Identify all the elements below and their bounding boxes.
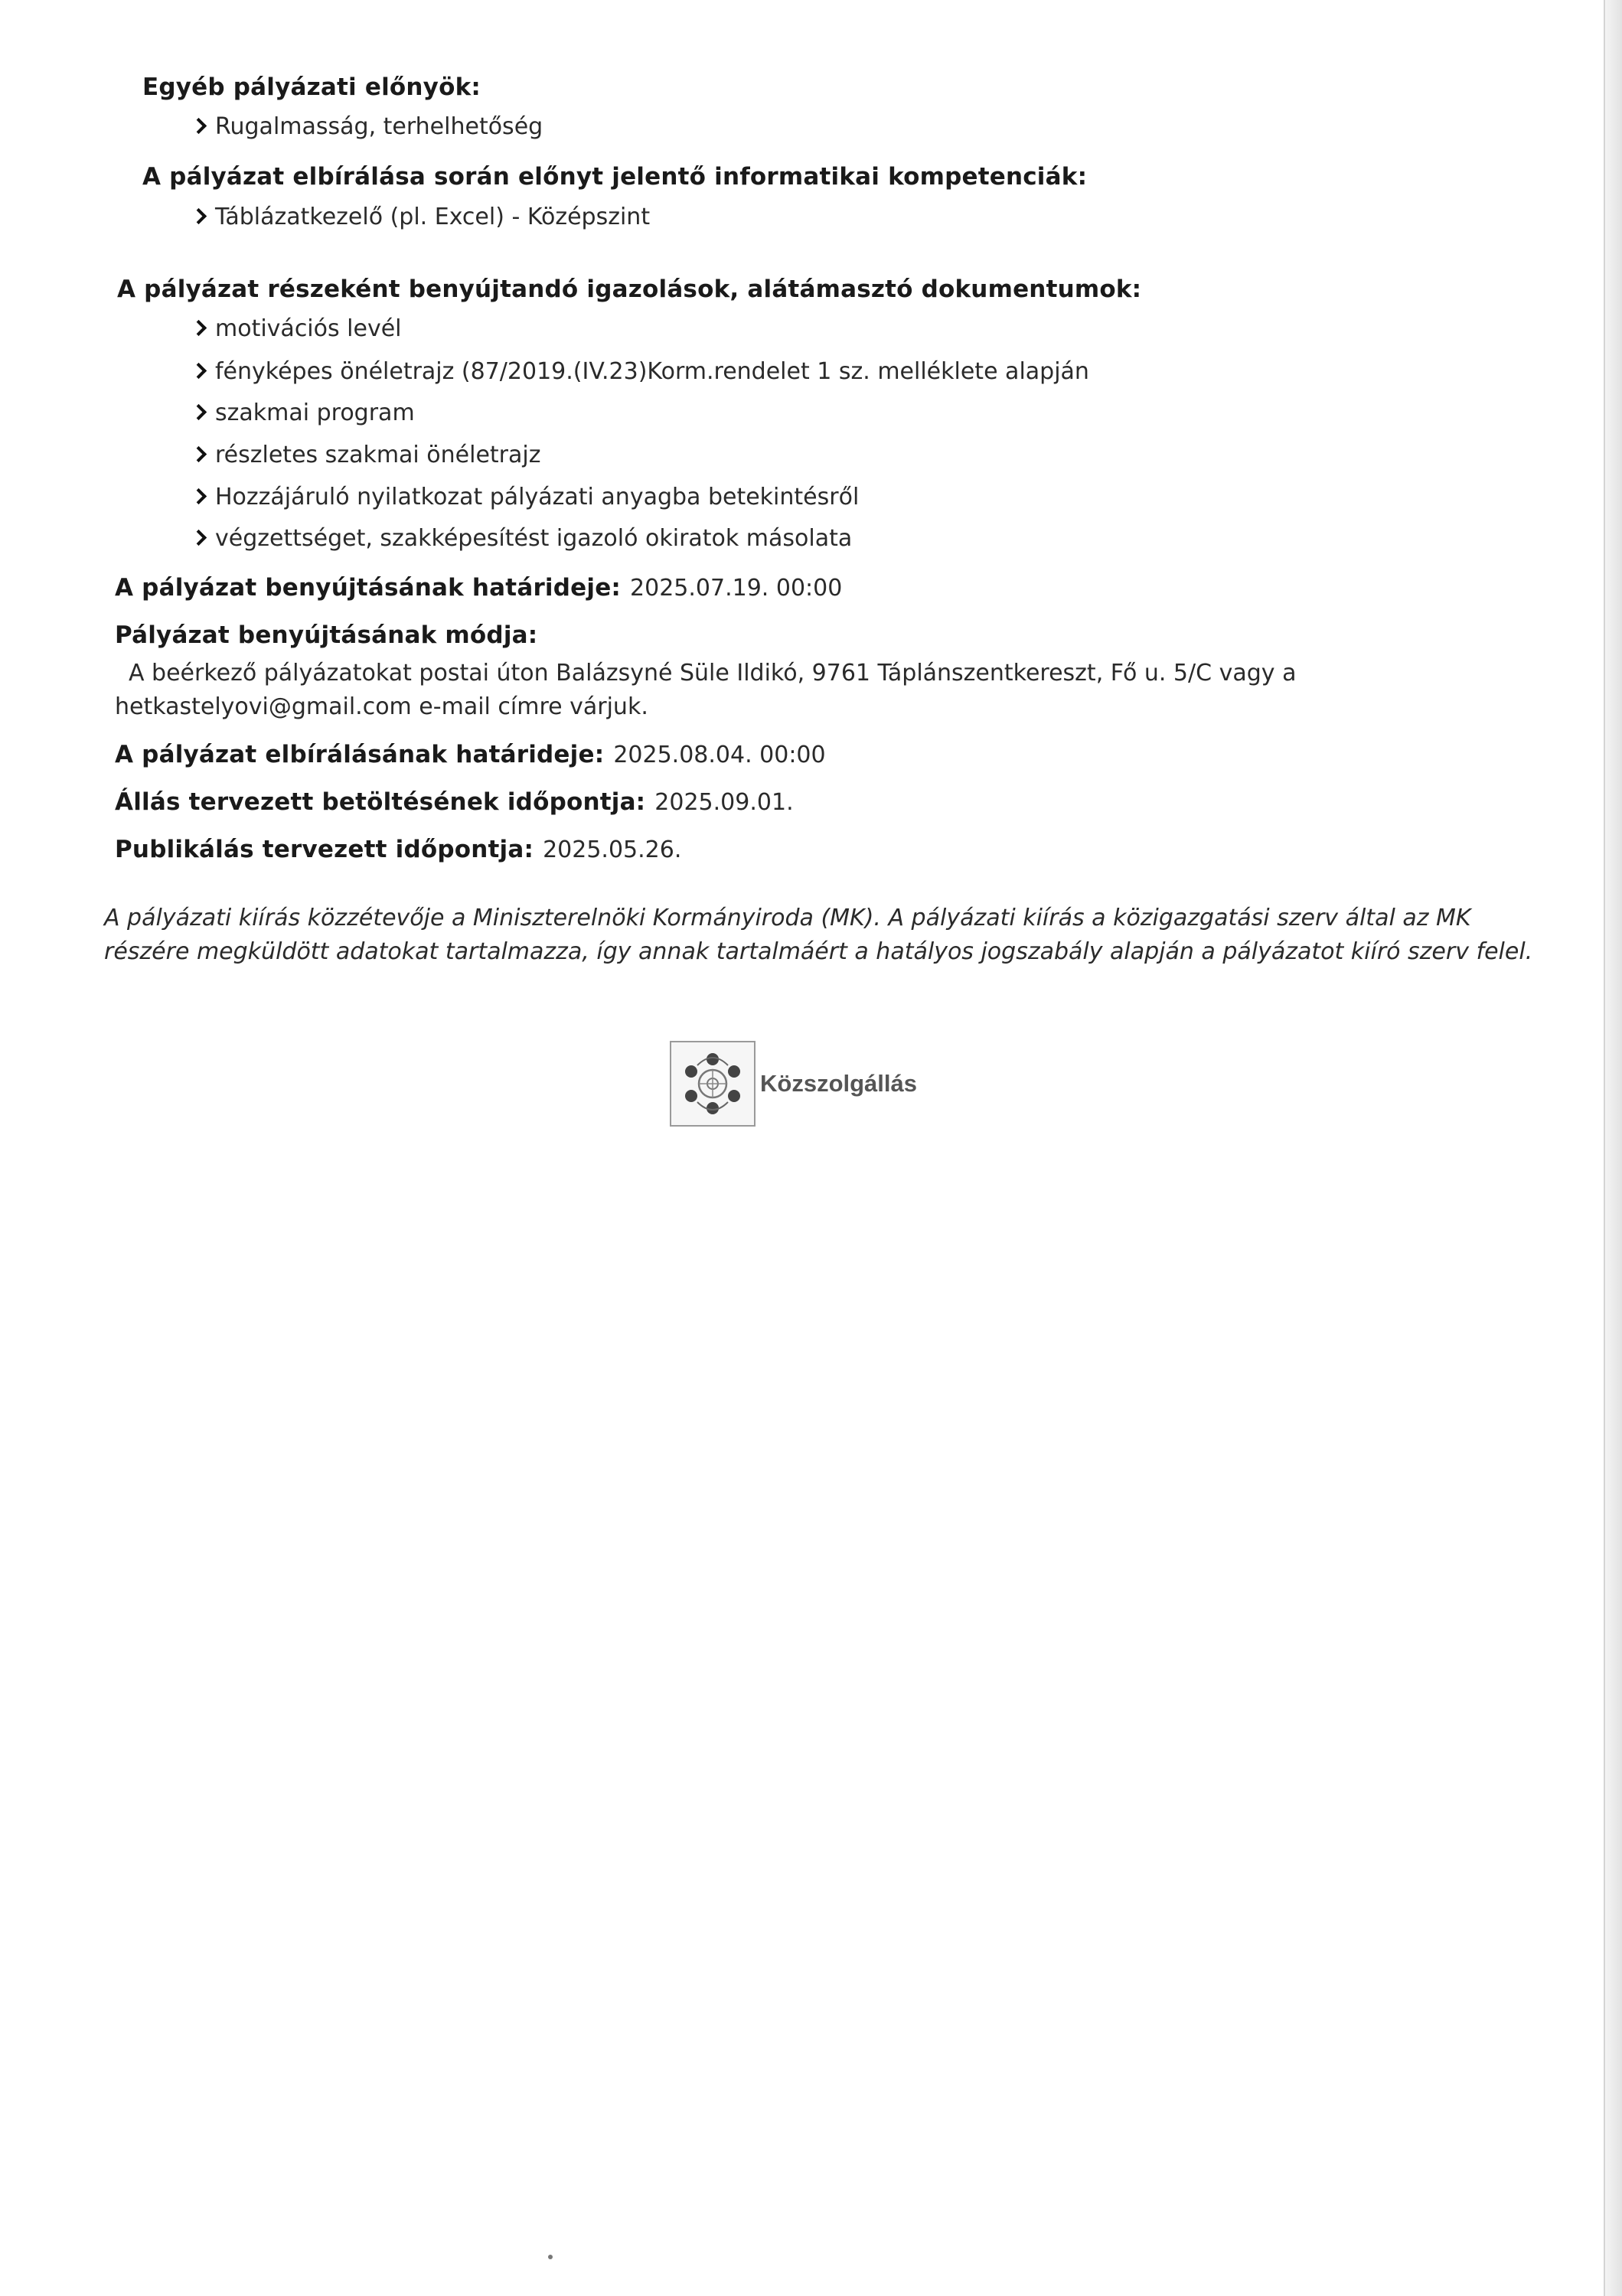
list-item-text: szakmai program xyxy=(215,400,415,426)
position-fill-row xyxy=(115,788,794,816)
it-skills-heading: A pályázat elbírálása során előnyt jelentő informatikai kompetenciák: xyxy=(142,163,1088,191)
list-item xyxy=(193,484,859,510)
kozszolgalat-emblem-icon xyxy=(670,1041,756,1127)
list-item xyxy=(193,315,402,342)
list-item xyxy=(193,358,1089,385)
position-fill-value: 2025.09.01. xyxy=(654,789,794,816)
list-item xyxy=(193,113,543,140)
list-item-text: Táblázatkezelő (pl. Excel) - Középszint xyxy=(215,204,651,230)
list-item-text: motivációs levél xyxy=(215,315,402,342)
deadline-row xyxy=(115,574,842,602)
position-fill-label: Állás tervezett betöltésének időpontja: xyxy=(115,788,646,816)
evaluation-deadline-value: 2025.08.04. 00:00 xyxy=(613,742,826,768)
scan-speck xyxy=(548,2255,553,2259)
chevron-right-icon xyxy=(191,208,207,224)
list-item-text: Rugalmasság, terhelhetőség xyxy=(215,113,543,140)
kozszolgalat-logo xyxy=(670,1041,917,1127)
other-advantages-heading: Egyéb pályázati előnyök: xyxy=(142,73,481,101)
list-item-text: Hozzájáruló nyilatkozat pályázati anyagba betekintésről xyxy=(215,484,860,510)
evaluation-deadline-label: A pályázat elbírálásának határideje: xyxy=(115,741,605,768)
page-edge xyxy=(1604,0,1622,2296)
list-item xyxy=(193,442,540,468)
list-item-text: részletes szakmai önéletrajz xyxy=(215,442,541,468)
chevron-right-icon xyxy=(191,363,207,379)
documents-heading: A pályázat részeként benyújtandó igazolások, alátámasztó dokumentumok: xyxy=(117,276,1142,303)
list-item xyxy=(193,204,650,230)
evaluation-deadline-row xyxy=(115,741,826,768)
submission-heading: Pályázat benyújtásának módja: xyxy=(115,621,538,649)
list-item-text: végzettséget, szakképesítést igazoló okiratok másolata xyxy=(215,525,853,552)
deadline-value: 2025.07.19. 00:00 xyxy=(630,575,843,602)
logo-text: Közszolgállás xyxy=(760,1070,917,1097)
publication-row xyxy=(115,836,681,863)
list-item xyxy=(193,525,852,552)
chevron-right-icon xyxy=(191,530,207,546)
chevron-right-icon xyxy=(191,118,207,134)
chevron-right-icon xyxy=(191,446,207,462)
deadline-label: A pályázat benyújtásának határideje: xyxy=(115,574,622,602)
chevron-right-icon xyxy=(191,488,207,504)
publisher-notice: A pályázati kiírás közzétevője a Miniszterelnöki Kormányiroda (MK). A pályázati kiírás a közigazgatási szerv által az MK részére megküldött adatokat tartalmazza, így annak tartalmáért a hatályos jogszabály alapján a pályázatot kiíró szerv felel. xyxy=(104,905,1533,965)
list-item xyxy=(193,400,415,426)
publication-value: 2025.05.26. xyxy=(543,837,682,863)
chevron-right-icon xyxy=(191,404,207,420)
submission-text-line1: A beérkező pályázatokat postai úton Balázsyné Süle Ildikó, 9761 Táplánszentkereszt, Fő u. 5/C vagy a xyxy=(129,660,1297,687)
submission-text-line2: hetkastelyovi@gmail.com e-mail címre várjuk. xyxy=(115,693,648,720)
chevron-right-icon xyxy=(191,320,207,336)
publication-label: Publikálás tervezett időpontja: xyxy=(115,836,534,863)
list-item-text: fényképes önéletrajz (87/2019.(IV.23)Korm.rendelet 1 sz. melléklete alapján xyxy=(215,358,1089,385)
